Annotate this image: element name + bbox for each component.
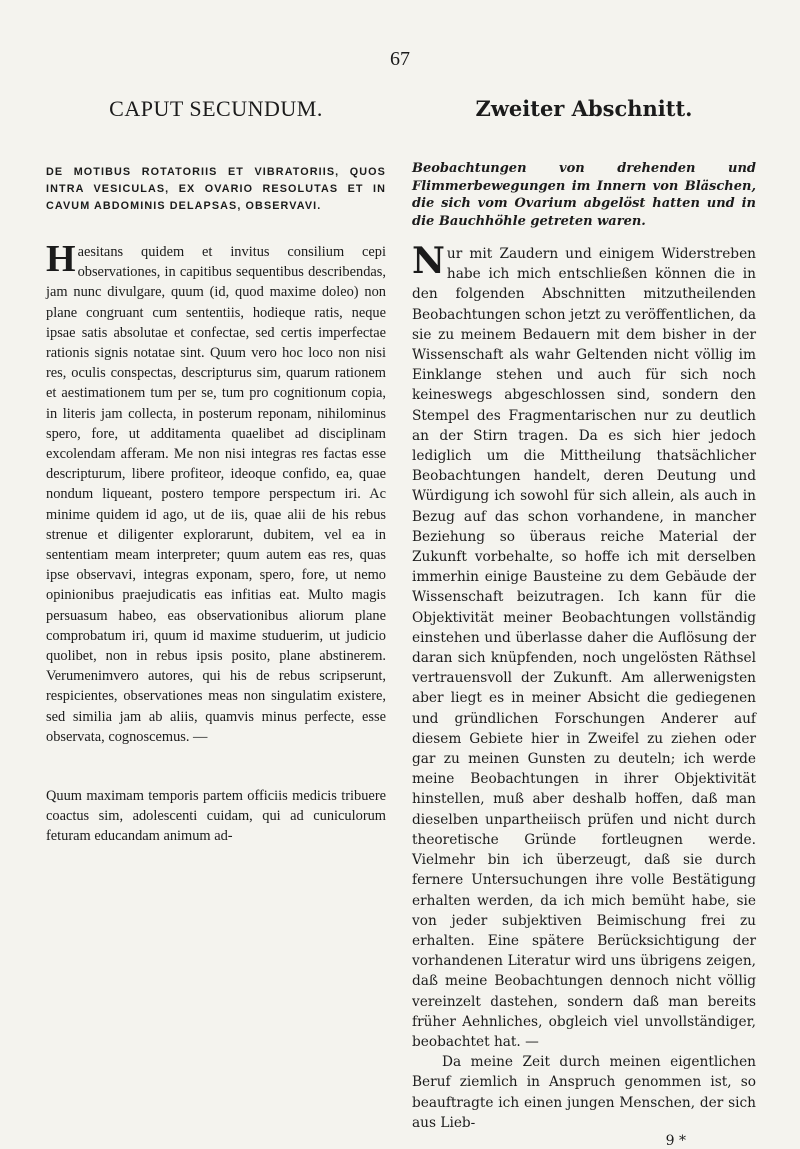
german-paragraph-2: Da meine Zeit durch meinen eigentlichen Beruf ziemlich in Anspruch genommen ist, so beauftragte ich einen jungen Menschen, der sich aus Lieb- [412, 1054, 756, 1131]
german-paragraph-1-text: ur mit Zaudern und einigem Widerstreben habe ich mich entschließen können die in den folgenden Abschnitten mitzutheilenden Beobachtungen schon jetzt zu veröffentlichen, da sie zu meinem Bedauern mit dem bisher in der Wissenschaft als wahr Geltenden nicht völlig im Einklange stehen und auch für sich noch keineswegs abgeschlossen sind, sondern den Stempel des Fragmentarischen nur zu deutlich an der Stirn tragen. Da es sich hier jedoch lediglich um die Mittheilung thatsächlicher Beobachtungen handelt, deren Deutung und Würdigung ich sowohl für sich allein, als auch in Bezug auf das schon vorhandene, in mancher Beziehung so überaus reiche Material der Zukunft vorbehalte, so hoffe ich mit derselben immerhin einige Bausteine zu dem Gebäude der Wissenschaft beizutragen. Ich kann für die Objektivität meiner Beobachtungen vollständig einstehen und überlasse daher die Auflösung der daran sich knüpfenden, noch ungelösten Räthsel vertrauensvoll der Zukunft. Am allerwenigsten aber liegt es in meiner Absicht die gediegenen und gründlichen Forschungen Anderer auf diesem Gebiete hier in Zweifel zu ziehen oder gar zu meinen Gunsten zu deuteln; ich werde meine Beobachtungen in ihrer Objektivität hinstellen, muß aber deshalb hoffen, daß man dieselben unpartheiisch prüfen und nicht durch theoretische Gründe fortleugnen werde. Vielmehr bin ich überzeugt, daß sie durch fernere Untersuchungen ihre volle Bestätigung erhalten werden, da ich mich bemüht habe, sie von jeder subjektiven Beimischung frei zu erhalten. Eine spätere Berücksichtigung der vorhandenen Literatur wird uns übrigens zeigen, daß meine Beobachtungen dennoch nicht völlig vereinzelt dastehen, sondern daß man bereits früher Aehnliches, obgleich viel unvollständiger, beobachtet hat. — [412, 246, 756, 1050]
german-dropcap: N [412, 240, 445, 282]
german-section-title: Beobachtungen von drehenden und Flimmerbewegungen im Innern von Bläschen, die sich vom Ovarium abgelöst hatten und in die Bauchhöhle getreten waren. [412, 161, 756, 229]
german-column [412, 96, 756, 1149]
latin-column [46, 96, 386, 845]
german-paragraph-1 [412, 240, 756, 1052]
latin-chapter-heading: CAPUT SECUNDUM. [109, 96, 323, 121]
page-number: 67 [390, 48, 410, 70]
signature-mark: 9 * [665, 1132, 686, 1149]
latin-paragraph-1-text: aesitans quidem et invitus consilium cepi observationes, in capitibus sequentibus describendas, jam nunc divulgare, quum (id, quod maxime doleo) non plane congruant cum sententiis, hodiеque ratis, neque ipsae satis absolutae et confectae, sed certis imperfectae rationis signis notatae sint. Quum vero hoc loco non nisi res, oculis conspectas, descripturus sim, quarum rationem et aestimationem tum per se, tum pro cognitionum copia, in literis jam collecta, in posterum reponam, nihilominus spero, fore, ut additamenta quaelibet ad disciplinam excolendam afferam. Me non nisi integras res factas esse descripturum, libere profiteor, ideoque confido, ea, quae nondum liqueant, postero tempore perspectum iri. Ac minime quidem id ago, ut de iis, quae alii de his rebus strenue et diligenter explorarunt, dubitem, vel ea in sententiam meam interpreter; quum autem eas res, quas ipse observavi, integras exponam, spero, fore, ut nemo opinionibus praejudicatis eas infitias eat. Multo magis persuasum habeo, eas observationibus aliorum plane comprobatum iri, quum id maxime studuerim, ut judicio quolibet, non in rebus ipsis posito, plane abstinerem. Verumenimvero autores, qui his de rebus scripserunt, respicientes, observationes meas non singulatim existere, sed similia jam ab aliis, quamvis minus perfecte, esse observata, cognoscemus. — [46, 244, 386, 745]
latin-paragraph-1 [46, 238, 386, 747]
german-chapter-heading: Zweiter Abschnitt. [475, 96, 693, 121]
latin-dropcap: H [46, 238, 76, 280]
latin-section-title: DE MOTIBUS ROTATORIIS ET VIBRATORIIS, QUOS INTRA VESICULAS, EX OVARIO RESOLUTAS ET IN CAVUM ABDOMINIS DELAPSAS, OBSERVAVI. [46, 166, 386, 212]
latin-paragraph-2: Quum maximam temporis partem officiis medicis tribuere coactus sim, adolescenti cuidam, qui ad cuniculorum feturam educandam animum ad- [46, 788, 386, 845]
